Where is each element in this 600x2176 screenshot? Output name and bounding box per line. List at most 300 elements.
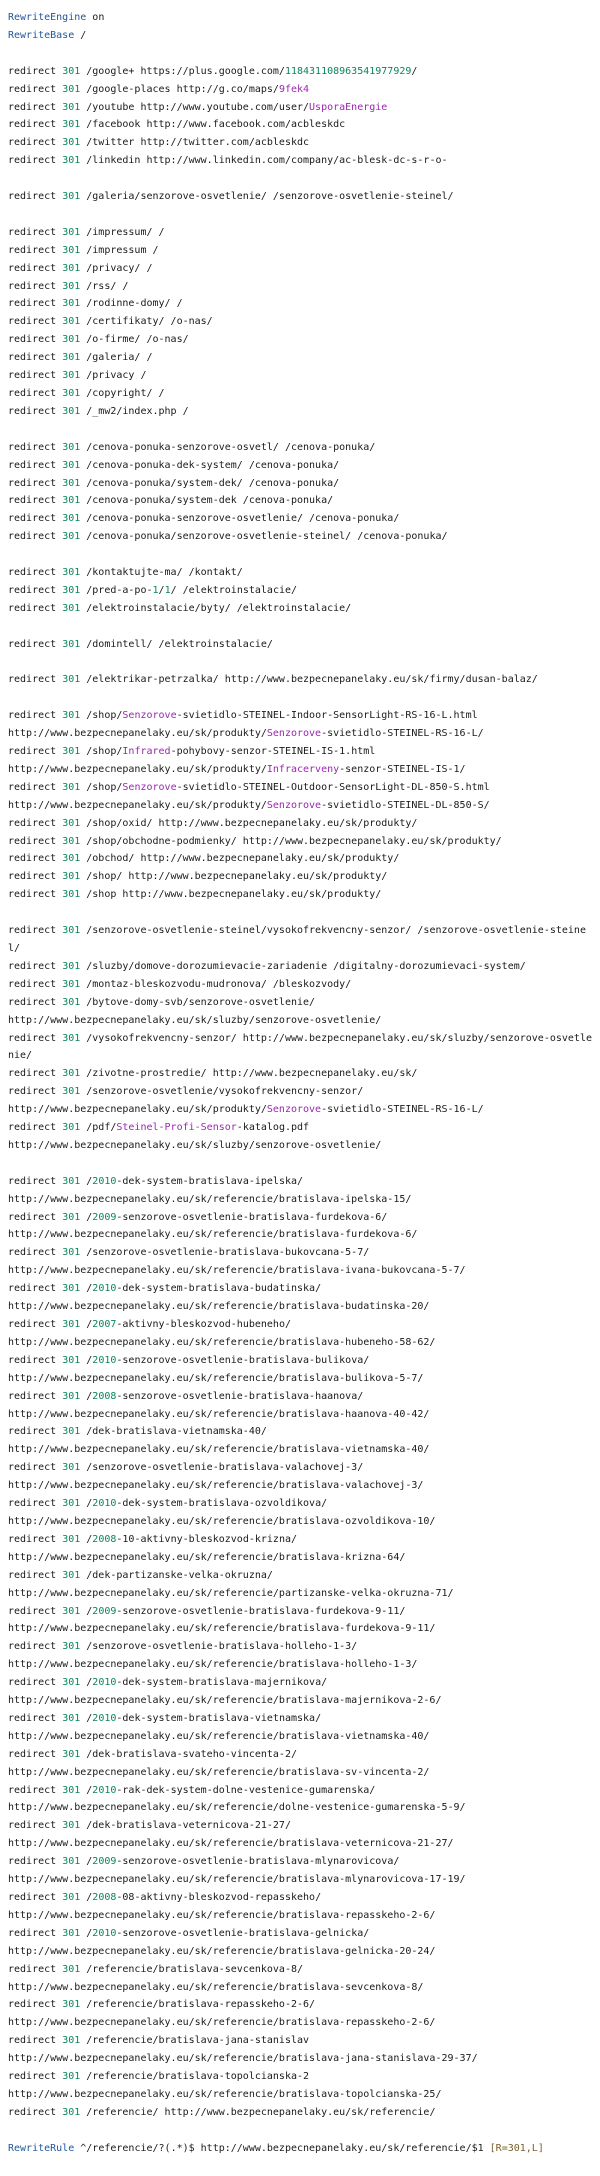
code-line xyxy=(8,2104,592,2122)
code-token: redirect xyxy=(8,191,63,203)
code-token: redirect xyxy=(8,835,63,847)
code-token: /referencie/bratislava-sevcenkova-8/ xyxy=(80,1963,304,1975)
code-token-num: 301 xyxy=(62,567,81,579)
code-line xyxy=(8,385,592,403)
code-token: /cenova-ponuka/system-dek/ /cenova-ponuka/ xyxy=(80,477,340,489)
blank-line xyxy=(8,45,592,63)
code-token: redirect xyxy=(8,262,63,274)
code-line xyxy=(8,1853,592,1871)
code-token-num: 2010 xyxy=(92,1175,117,1187)
code-line xyxy=(8,2068,592,2086)
code-token-num: 301 xyxy=(62,889,81,901)
code-line xyxy=(8,1244,592,1262)
code-token-num: 301 xyxy=(62,674,81,686)
code-token: -senzor-STEINEL-IS-1/ xyxy=(339,763,466,775)
code-token: redirect xyxy=(8,495,63,507)
blank-line xyxy=(8,546,592,564)
code-token-num: 301 xyxy=(62,1319,81,1330)
code-line xyxy=(8,1495,592,1513)
code-token: / xyxy=(80,1319,93,1330)
code-token-num: 301 xyxy=(62,1677,81,1689)
code-line xyxy=(8,1513,592,1531)
code-line xyxy=(8,188,592,206)
code-token: redirect xyxy=(8,1892,63,1903)
code-token-num: 301 xyxy=(62,2035,81,2047)
code-token: redirect xyxy=(8,1927,63,1939)
code-token: http://www.bezpecnepanelaky.eu/sk/referencie/bratislava-vietnamska-40/ xyxy=(8,1730,430,1742)
code-token-kw: RewriteEngine xyxy=(8,12,87,23)
code-line xyxy=(8,1030,592,1066)
code-token: / xyxy=(80,1927,93,1939)
code-line xyxy=(8,1620,592,1638)
code-token-num: 301 xyxy=(62,262,81,274)
code-token: /privacy / xyxy=(80,370,147,382)
blank-line xyxy=(8,904,592,922)
code-token-num: 301 xyxy=(62,1283,81,1295)
code-token-num: 301 xyxy=(62,1426,81,1438)
code-line xyxy=(8,295,592,313)
code-token-num: 301 xyxy=(62,1892,81,1903)
code-token: http://www.bezpecnepanelaky.eu/sk/referencie/bratislava-furdekova-9-11/ xyxy=(8,1623,436,1635)
code-line xyxy=(8,1907,592,1925)
code-token: /zivotne-prostredie/ http://www.bezpecnepanelaky.eu/sk/ xyxy=(80,1068,418,1080)
code-token-mark: Steinel-Profi-Sensor xyxy=(116,1122,237,1134)
code-token-num: 2008 xyxy=(92,1533,117,1545)
code-token: /senzorove-osvetlenie-bratislava-holleho-1-3/ xyxy=(80,1641,358,1653)
code-line xyxy=(8,958,592,976)
code-token: redirect xyxy=(8,1999,63,2011)
code-token: http://www.bezpecnepanelaky.eu/sk/referencie/bratislava-repasskeho-2-6/ xyxy=(8,1909,436,1921)
code-token: -10-aktivny-bleskozvod-krizna/ xyxy=(116,1533,298,1545)
code-token-num: 301 xyxy=(62,101,81,113)
code-token: http://www.bezpecnepanelaky.eu/sk/referencie/bratislava-jana-stanislava-29-37/ xyxy=(8,2053,478,2065)
code-token-num: 301 xyxy=(62,1712,81,1724)
code-line xyxy=(8,224,592,242)
code-token-num: 301 xyxy=(62,280,81,292)
code-token: redirect xyxy=(8,2106,63,2118)
code-line xyxy=(8,671,592,689)
code-token-num: 301 xyxy=(62,405,81,417)
code-token: /cenova-ponuka-dek-system/ /cenova-ponuka/ xyxy=(80,459,340,471)
code-line xyxy=(8,1674,592,1692)
code-token-num: 301 xyxy=(62,370,81,382)
code-token: http://www.bezpecnepanelaky.eu/sk/referencie/bratislava-repasskeho-2-6/ xyxy=(8,2017,436,2029)
code-token-num: 301 xyxy=(62,1354,81,1366)
code-line xyxy=(8,976,592,994)
code-token: /senzorove-osvetlenie-steinel/vysokofrekvencny-senzor/ /senzorove-osvetlenie-steinel/ xyxy=(8,925,586,954)
blank-line xyxy=(8,206,592,224)
code-line xyxy=(8,1173,592,1191)
code-line xyxy=(8,1334,592,1352)
code-line xyxy=(8,1603,592,1621)
code-token: / xyxy=(80,1390,93,1402)
code-token: /shop http://www.bezpecnepanelaky.eu/sk/produkty/ xyxy=(80,889,382,901)
code-token: /galeria/ / xyxy=(80,352,153,364)
code-token: -svietidlo-STEINEL-RS-16-L/ xyxy=(321,728,484,740)
code-line xyxy=(8,1137,592,1155)
code-token: http://www.bezpecnepanelaky.eu/sk/referencie/bratislava-bulikova-5-7/ xyxy=(8,1372,424,1384)
code-token: redirect xyxy=(8,1605,63,1617)
code-token: /referencie/bratislava-jana-stanislav xyxy=(80,2035,310,2047)
code-line xyxy=(8,725,592,743)
code-line xyxy=(8,1871,592,1889)
code-line xyxy=(8,99,592,117)
code-token: redirect xyxy=(8,1354,63,1366)
code-token: /certifikaty/ /o-nas/ xyxy=(80,316,213,328)
code-line xyxy=(8,994,592,1012)
code-token: redirect xyxy=(8,853,63,865)
code-line xyxy=(8,1925,592,1943)
code-token: / xyxy=(411,65,418,77)
code-token: /cenova-ponuka/senzorove-osvetlenie-steinel/ /cenova-ponuka/ xyxy=(80,531,448,543)
code-token: redirect xyxy=(8,746,63,758)
code-token: /dek-bratislava-svateho-vincenta-2/ xyxy=(80,1748,297,1760)
code-token: http://www.bezpecnepanelaky.eu/sk/referencie/bratislava-ivana-bukovcana-5-7/ xyxy=(8,1265,466,1277)
code-token: redirect xyxy=(8,889,63,901)
code-token: / xyxy=(80,1211,93,1223)
code-line xyxy=(8,9,592,27)
code-line xyxy=(8,260,592,278)
code-token: /senzorove-osvetlenie/vysokofrekvencny-senzor/ xyxy=(80,1086,364,1098)
code-token-num: 301 xyxy=(62,925,81,937)
code-line xyxy=(8,1979,592,1997)
code-token: /referencie/bratislava-topolcianska-2 xyxy=(80,2071,310,2083)
code-token: redirect xyxy=(8,1533,63,1545)
code-line xyxy=(8,152,592,170)
code-token: redirect xyxy=(8,978,63,990)
code-token: redirect xyxy=(8,405,63,417)
code-token: -svietidlo-STEINEL-Indoor-SensorLight-RS-16-L.html xyxy=(176,710,478,722)
code-token-mark: Senzorove xyxy=(122,710,177,722)
blank-line xyxy=(8,1155,592,1173)
code-token-mark: Infracerveny xyxy=(266,763,340,775)
code-line xyxy=(8,2032,592,2050)
code-token: redirect xyxy=(8,370,63,382)
code-token: /pred-a-po- xyxy=(80,584,153,596)
code-token: /referencie/bratislava-repasskeho-2-6/ xyxy=(80,1999,316,2011)
code-token-num: 301 xyxy=(62,978,81,990)
code-line xyxy=(8,367,592,385)
code-token-num: 301 xyxy=(62,1641,81,1653)
code-token: http://www.bezpecnepanelaky.eu/sk/referencie/bratislava-gelnicka-20-24/ xyxy=(8,1945,436,1957)
code-token: http://www.bezpecnepanelaky.eu/sk/produkty/ xyxy=(8,763,267,775)
code-line xyxy=(8,1388,592,1406)
code-token: /copyright/ / xyxy=(80,387,165,399)
code-token: redirect xyxy=(8,244,63,256)
code-line xyxy=(8,403,592,421)
code-token-num: 2010 xyxy=(92,1784,117,1796)
code-token: redirect xyxy=(8,352,63,364)
code-token: http://www.bezpecnepanelaky.eu/sk/referencie/bratislava-topolcianska-25/ xyxy=(8,2088,442,2100)
code-token-num: 301 xyxy=(62,244,81,256)
code-token: redirect xyxy=(8,1712,63,1724)
code-line xyxy=(8,1799,592,1817)
code-line xyxy=(8,349,592,367)
code-token: -pohybovy-senzor-STEINEL-IS-1.html xyxy=(170,746,376,758)
code-token: redirect xyxy=(8,119,63,131)
code-line xyxy=(8,313,592,331)
code-token: /shop/ http://www.bezpecnepanelaky.eu/sk/produkty/ xyxy=(80,871,388,883)
code-token-num: 301 xyxy=(62,155,81,167)
code-line xyxy=(8,1209,592,1227)
code-token-num: 301 xyxy=(62,83,81,95)
code-token-num: 301 xyxy=(62,835,81,847)
code-token: / xyxy=(80,1892,93,1903)
code-token: redirect xyxy=(8,871,63,883)
code-token-num: 301 xyxy=(62,298,81,310)
code-line xyxy=(8,815,592,833)
code-token: redirect xyxy=(8,477,63,489)
code-line xyxy=(8,2014,592,2032)
code-token: / xyxy=(80,1533,93,1545)
blank-line xyxy=(8,618,592,636)
code-line xyxy=(8,134,592,152)
code-line xyxy=(8,1728,592,1746)
code-token-num: 301 xyxy=(62,1390,81,1402)
code-token: redirect xyxy=(8,298,63,310)
code-line xyxy=(8,1531,592,1549)
code-token: redirect xyxy=(8,316,63,328)
code-token: /shop/oxid/ http://www.bezpecnepanelaky.eu/sk/produkty/ xyxy=(80,817,418,829)
code-token: -dek-system-bratislava-ipelska/ xyxy=(116,1175,304,1187)
code-token-kw: RewriteBase xyxy=(8,29,75,41)
blank-line xyxy=(8,170,592,188)
code-token: redirect xyxy=(8,1122,63,1134)
code-token-num: 301 xyxy=(62,1748,81,1760)
code-token: /dek-bratislava-veternicova-21-27/ xyxy=(80,1820,291,1832)
code-token: redirect xyxy=(8,817,63,829)
code-token: /google+ https://plus.google.com/ xyxy=(80,65,285,77)
code-token: redirect xyxy=(8,674,63,686)
code-token: redirect xyxy=(8,137,63,149)
code-token: /senzorove-osvetlenie-bratislava-valachovej-3/ xyxy=(80,1462,364,1474)
code-token: / /elektroinstalacie/ xyxy=(170,584,298,596)
code-token-num: 301 xyxy=(62,781,81,793)
code-token-num: 301 xyxy=(62,1927,81,1939)
code-token-num: 2010 xyxy=(92,1712,117,1724)
code-token: -senzorove-osvetlenie-bratislava-furdekova-9-11/ xyxy=(116,1605,406,1617)
code-token-num: 301 xyxy=(62,1086,81,1098)
code-token: http://www.bezpecnepanelaky.eu/sk/sluzby/senzorove-osvetlenie/ xyxy=(8,1139,382,1151)
code-line xyxy=(8,81,592,99)
code-token: / xyxy=(80,1354,93,1366)
code-token: /senzorove-osvetlenie-bratislava-bukovcana-5-7/ xyxy=(80,1247,370,1259)
code-token-num: 2008 xyxy=(92,1892,117,1903)
code-token: -aktivny-bleskozvod-hubeneho/ xyxy=(116,1319,291,1330)
code-token: http://www.bezpecnepanelaky.eu/sk/referencie/bratislava-ipelska-15/ xyxy=(8,1193,412,1205)
code-token-num: 301 xyxy=(62,459,81,471)
code-token: /vysokofrekvencny-senzor/ http://www.bezpecnepanelaky.eu/sk/sluzby/senzorove-osvetlenie/ xyxy=(8,1032,592,1062)
code-token: redirect xyxy=(8,996,63,1008)
code-token: / xyxy=(80,1677,93,1689)
code-line xyxy=(8,1459,592,1477)
code-token-num: 2007 xyxy=(92,1319,117,1330)
code-token-num: 301 xyxy=(62,1533,81,1545)
code-line xyxy=(8,1889,592,1907)
code-token: redirect xyxy=(8,1032,63,1044)
code-line xyxy=(8,600,592,618)
code-line xyxy=(8,242,592,260)
code-line xyxy=(8,63,592,81)
code-line xyxy=(8,1065,592,1083)
code-line xyxy=(8,1316,592,1334)
code-token: redirect xyxy=(8,1856,63,1868)
code-token: -dek-system-bratislava-ozvoldikova/ xyxy=(116,1498,328,1510)
code-token: on xyxy=(86,12,105,23)
code-line xyxy=(8,116,592,134)
code-line xyxy=(8,1764,592,1782)
code-line xyxy=(8,1280,592,1298)
code-line xyxy=(8,278,592,296)
code-line xyxy=(8,833,592,851)
code-token: redirect xyxy=(8,459,63,471)
code-token-num: 301 xyxy=(62,1784,81,1796)
code-token: /_mw2/index.php / xyxy=(80,405,189,417)
code-line xyxy=(8,707,592,725)
code-token: -katalog.pdf xyxy=(236,1122,310,1134)
code-line xyxy=(8,510,592,528)
code-token-num: 301 xyxy=(62,1175,81,1187)
code-token-num: 301 xyxy=(62,191,81,203)
code-token: redirect xyxy=(8,513,63,525)
code-token: / xyxy=(80,1605,93,1617)
blank-line xyxy=(8,421,592,439)
code-token: -senzorove-osvetlenie-bratislava-bulikova/ xyxy=(116,1354,370,1366)
code-line xyxy=(8,457,592,475)
code-line xyxy=(8,1782,592,1800)
code-line xyxy=(8,1352,592,1370)
code-line xyxy=(8,2140,592,2158)
code-line xyxy=(8,850,592,868)
code-token-num: 301 xyxy=(62,1498,81,1510)
code-token-num: 301 xyxy=(62,1820,81,1832)
code-token: /elektroinstalacie/byty/ /elektroinstalacie/ xyxy=(80,602,352,614)
code-token-num: 2010 xyxy=(92,1354,117,1366)
code-token: -dek-system-bratislava-budatinska/ xyxy=(116,1283,322,1295)
code-token-num: 301 xyxy=(62,817,81,829)
code-token: redirect xyxy=(8,1175,63,1187)
code-line xyxy=(8,1835,592,1853)
code-token: /cenova-ponuka/system-dek /cenova-ponuka/ xyxy=(80,495,334,507)
code-token-num: 301 xyxy=(62,495,81,507)
code-line xyxy=(8,1943,592,1961)
code-token: http://www.bezpecnepanelaky.eu/sk/referencie/bratislava-ozvoldikova-10/ xyxy=(8,1515,436,1527)
code-token-num: 301 xyxy=(62,1211,81,1223)
code-token-num: 301 xyxy=(62,316,81,328)
code-token: /privacy/ / xyxy=(80,262,153,274)
code-token: redirect xyxy=(8,1748,63,1760)
code-token: -rak-dek-system-dolne-vestenice-gumarenska/ xyxy=(116,1784,376,1796)
code-token: redirect xyxy=(8,334,63,346)
code-line xyxy=(8,475,592,493)
code-token: http://www.bezpecnepanelaky.eu/sk/produkty/ xyxy=(8,728,267,740)
code-token: / xyxy=(80,1784,93,1796)
code-token-num: 301 xyxy=(62,1247,81,1259)
code-token-mark: UsporaEnergie xyxy=(309,101,388,113)
code-line xyxy=(8,1567,592,1585)
code-token: -08-aktivny-bleskozvod-repasskeho/ xyxy=(116,1892,322,1903)
code-token: /galeria/senzorove-osvetlenie/ /senzorove-osvetlenie-steinel/ xyxy=(80,191,454,203)
code-token-num: 301 xyxy=(62,1963,81,1975)
code-token: http://www.bezpecnepanelaky.eu/sk/referencie/bratislava-valachovej-3/ xyxy=(8,1480,424,1492)
code-token: -senzorove-osvetlenie-bratislava-mlynarovicova/ xyxy=(116,1856,400,1868)
code-token: /obchod/ http://www.bezpecnepanelaky.eu/sk/produkty/ xyxy=(80,853,400,865)
code-line xyxy=(8,1692,592,1710)
code-token: http://www.bezpecnepanelaky.eu/sk/referencie/bratislava-sv-vincenta-2/ xyxy=(8,1766,430,1778)
code-token-num: 2010 xyxy=(92,1283,117,1295)
code-token: redirect xyxy=(8,65,63,77)
code-token-num: 301 xyxy=(62,871,81,883)
code-token: redirect xyxy=(8,280,63,292)
code-token-num: 301 xyxy=(62,1068,81,1080)
code-token: -dek-system-bratislava-majernikova/ xyxy=(116,1677,328,1689)
code-line xyxy=(8,1961,592,1979)
code-token-mark: Senzorove xyxy=(266,1104,322,1116)
code-token: redirect xyxy=(8,155,63,167)
code-token: redirect xyxy=(8,925,63,937)
code-token: /referencie/ http://www.bezpecnepanelaky.eu/sk/referencie/ xyxy=(80,2106,436,2118)
code-token-num: 301 xyxy=(62,853,81,865)
code-token: /domintell/ /elektroinstalacie/ xyxy=(80,638,273,650)
code-token: -senzorove-osvetlenie-bratislava-furdekova-6/ xyxy=(116,1211,388,1223)
code-token-num: 2009 xyxy=(92,1605,117,1617)
code-line xyxy=(8,27,592,45)
code-token-num: 1 xyxy=(164,584,171,596)
code-token: redirect xyxy=(8,83,63,95)
code-token: redirect xyxy=(8,960,63,972)
code-token: / xyxy=(80,1856,93,1868)
code-token-num: 301 xyxy=(62,477,81,489)
code-line xyxy=(8,2086,592,2104)
code-token: /dek-bratislava-vietnamska-40/ xyxy=(80,1426,267,1438)
code-token: /shop/ xyxy=(80,781,123,793)
code-token: / xyxy=(158,584,165,596)
code-line xyxy=(8,1119,592,1137)
code-token: http://www.bezpecnepanelaky.eu/sk/referencie/bratislava-veternicova-21-27/ xyxy=(8,1838,454,1850)
code-line xyxy=(8,2050,592,2068)
code-line xyxy=(8,1477,592,1495)
code-token: redirect xyxy=(8,1211,63,1223)
code-line xyxy=(8,439,592,457)
code-token: redirect xyxy=(8,638,63,650)
code-token: /linkedin http://www.linkedin.com/company/ac-blesk-dc-s-r-o- xyxy=(80,155,448,167)
code-line xyxy=(8,743,592,761)
code-token: /sluzby/domove-dorozumievacie-zariadenie /digitalny-dorozumievaci-system/ xyxy=(80,960,526,972)
code-token: http://www.bezpecnepanelaky.eu/sk/referencie/bratislava-krizna-64/ xyxy=(8,1551,406,1563)
code-token: http://www.bezpecnepanelaky.eu/sk/referencie/bratislava-budatinska-20/ xyxy=(8,1301,430,1313)
code-token: http://www.bezpecnepanelaky.eu/sk/referencie/bratislava-sevcenkova-8/ xyxy=(8,1981,424,1993)
code-token-num: 301 xyxy=(62,996,81,1008)
code-token: redirect xyxy=(8,1319,63,1330)
code-token-kw: RewriteRule xyxy=(8,2142,75,2154)
code-token: http://www.bezpecnepanelaky.eu/sk/produkty/ xyxy=(8,1104,267,1116)
code-line xyxy=(8,582,592,600)
code-token-num: 118431108963541977929 xyxy=(284,65,412,77)
code-line xyxy=(8,1262,592,1280)
code-token: redirect xyxy=(8,1498,63,1510)
code-line xyxy=(8,528,592,546)
code-line xyxy=(8,1710,592,1728)
code-token: /shop/ xyxy=(80,710,123,722)
code-token-num: 301 xyxy=(62,2106,81,2118)
code-token-num: 301 xyxy=(62,65,81,77)
code-token-num: 301 xyxy=(62,226,81,238)
code-token: redirect xyxy=(8,584,63,596)
code-token-num: 2008 xyxy=(92,1390,117,1402)
code-token: /impressum / xyxy=(80,244,159,256)
code-line xyxy=(8,1101,592,1119)
code-line xyxy=(8,1226,592,1244)
